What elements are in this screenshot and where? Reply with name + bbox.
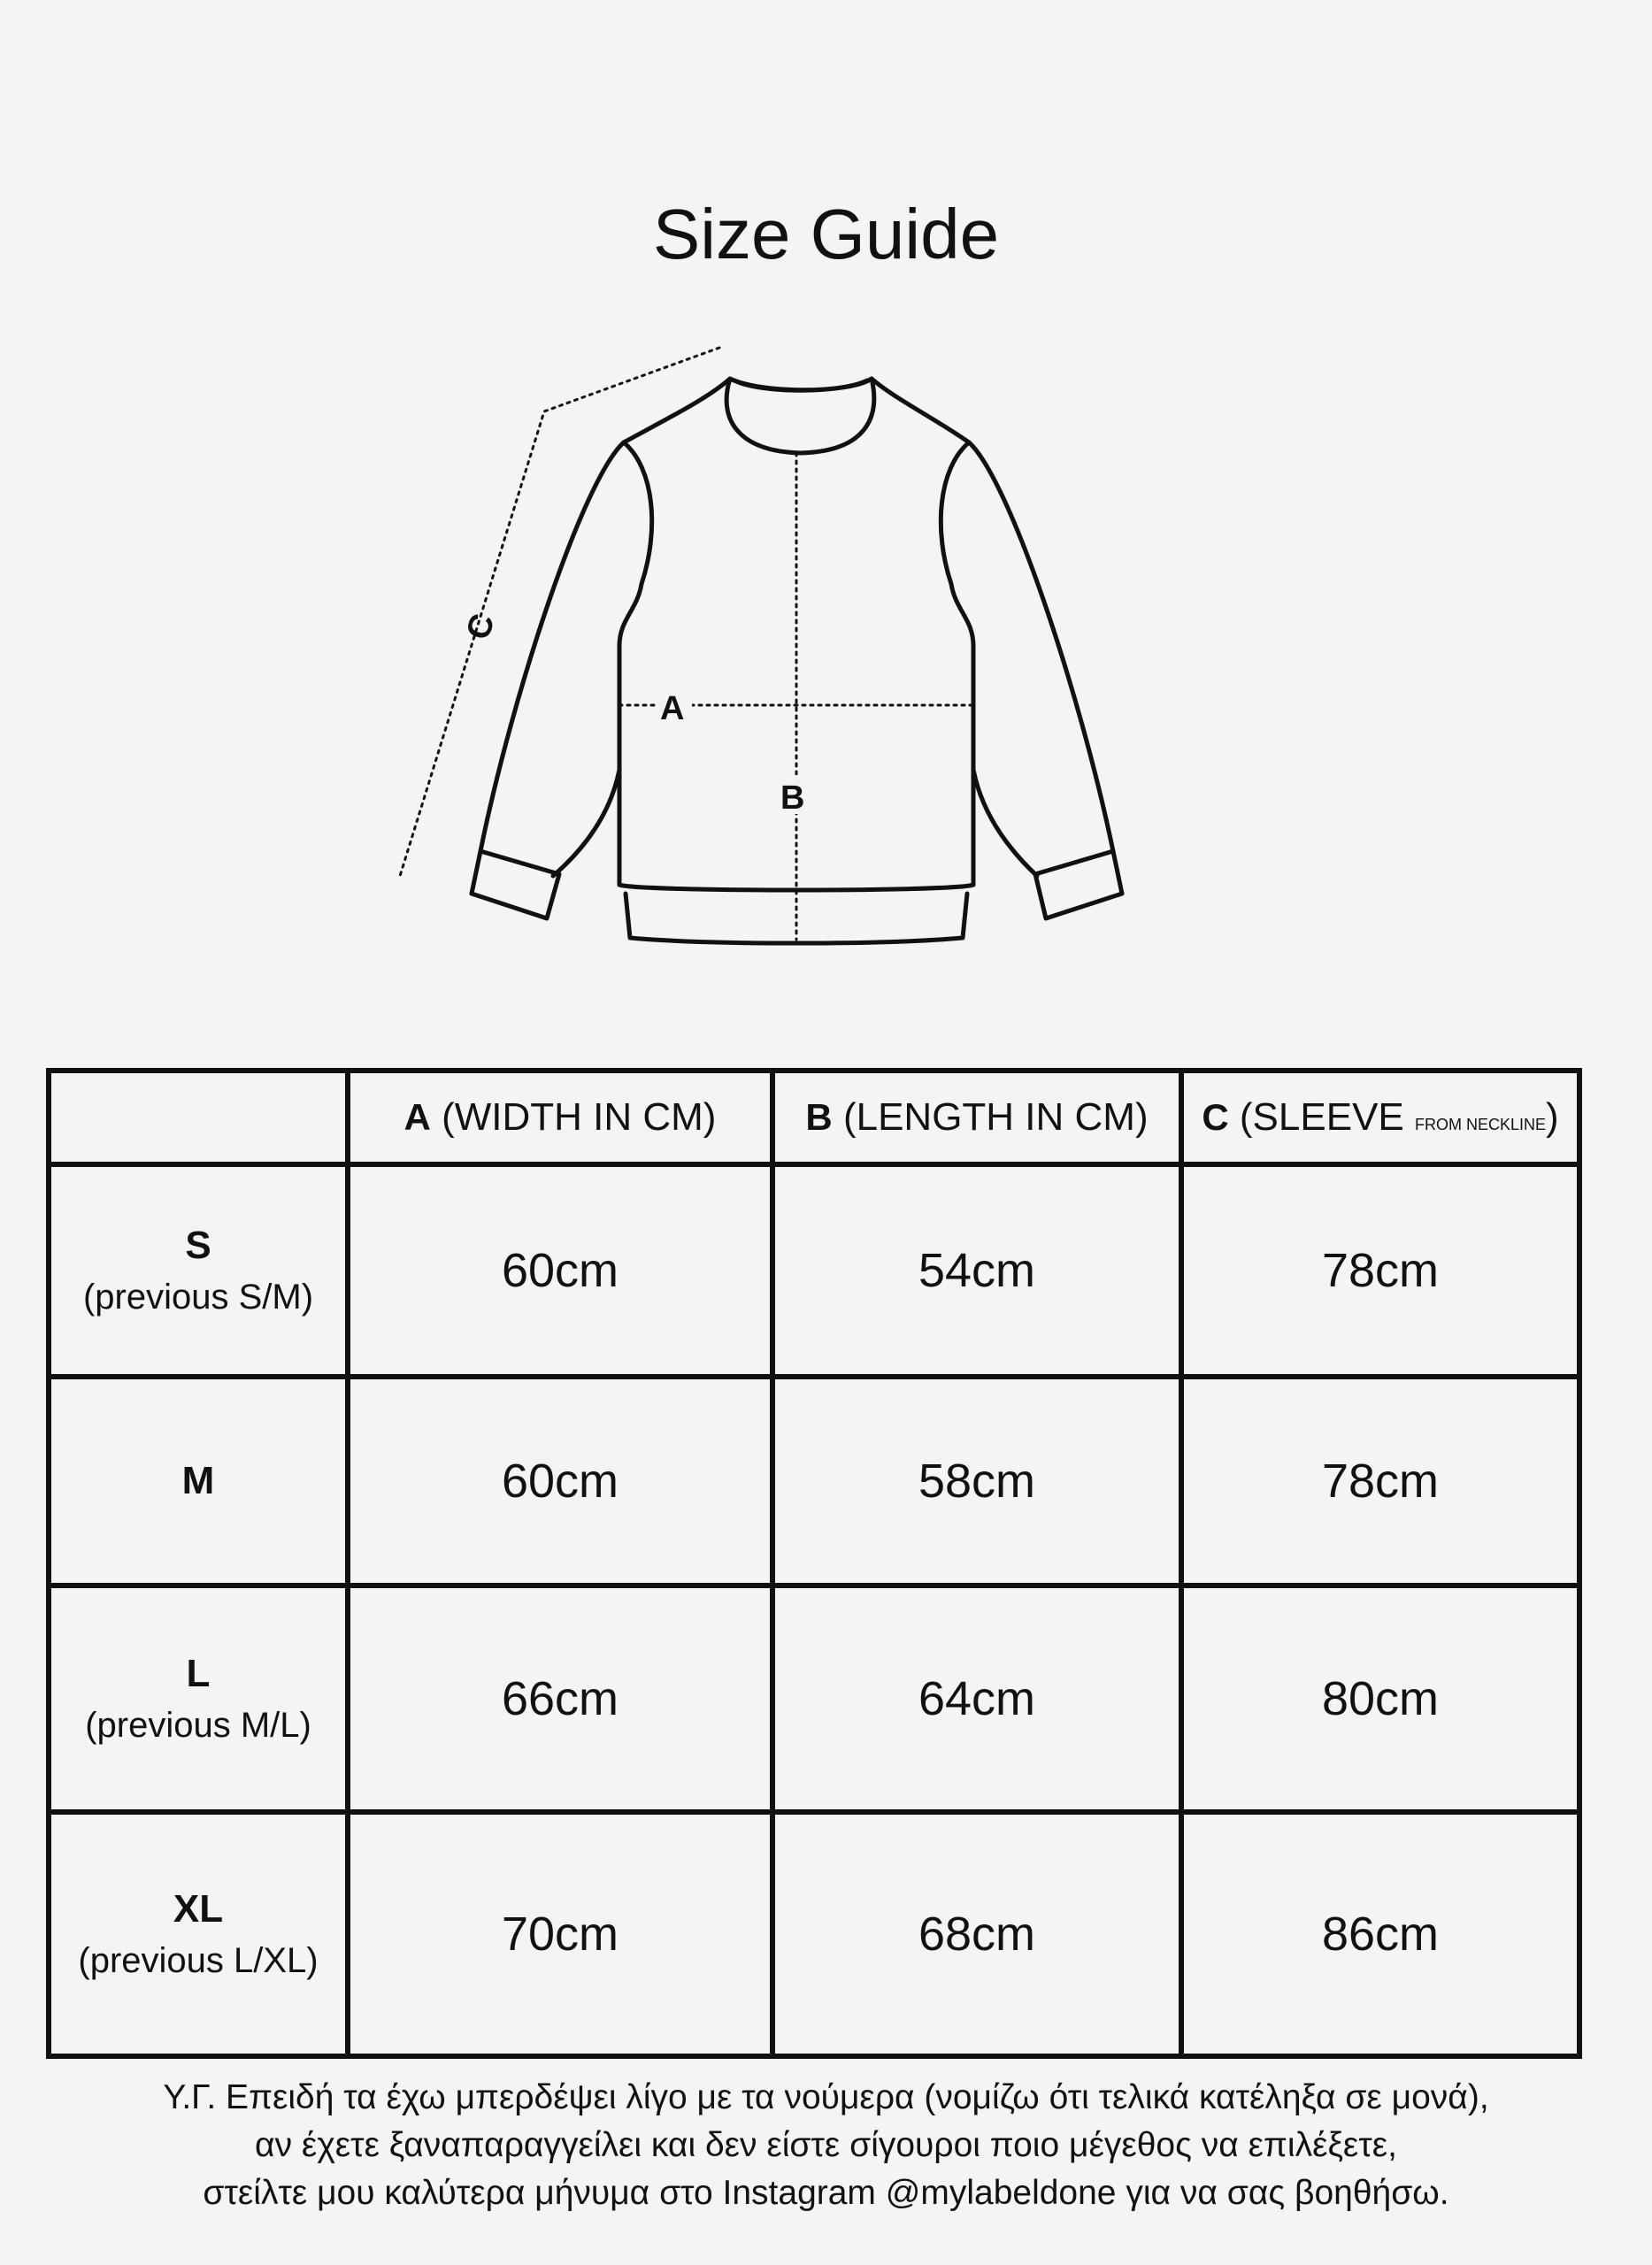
footnote-line: Υ.Γ. Επειδή τα έχω μπερδέψει λίγο με τα νούμερα (νομίζω ότι τελικά κατέληξα σε μονά), <box>163 2078 1489 2116</box>
sleeve-value: 78cm <box>1181 1164 1579 1377</box>
size-cell <box>49 1164 348 1377</box>
table-row <box>49 1586 1579 1812</box>
right-cuff <box>1035 851 1122 918</box>
sleeve-value: 86cm <box>1181 1812 1579 2056</box>
sweatshirt-diagram <box>372 327 1150 964</box>
header-text: (WIDTH IN CM) <box>430 1095 717 1139</box>
size-cell <box>49 1586 348 1812</box>
footnote <box>0 2074 1652 2217</box>
header-letter: B <box>805 1096 833 1138</box>
width-value: 70cm <box>348 1812 772 2056</box>
sleeve-value: 80cm <box>1181 1586 1579 1812</box>
length-value: 54cm <box>772 1164 1181 1377</box>
right-sleeve-inner <box>973 770 1037 876</box>
header-text: (LENGTH IN CM) <box>832 1095 1149 1139</box>
size-cell <box>49 1812 348 2056</box>
header-letter: A <box>403 1096 431 1138</box>
header-letter: C <box>1202 1096 1229 1138</box>
table-row <box>49 1164 1579 1377</box>
size-name: M <box>181 1459 215 1502</box>
length-value: 58cm <box>772 1377 1181 1586</box>
header-size <box>49 1071 348 1164</box>
sleeve-value: 78cm <box>1181 1377 1579 1586</box>
left-sleeve-inner <box>553 770 619 876</box>
size-name: XL <box>173 1887 224 1931</box>
header-length <box>772 1071 1181 1164</box>
table-row <box>49 1377 1579 1586</box>
left-cuff <box>472 851 559 918</box>
size-previous: (previous L/XL) <box>78 1941 319 1980</box>
size-table <box>46 1068 1582 2059</box>
footnote-line: στείλτε μου καλύτερα μήνυμα στο Instagram @mylabeldone για να σας βοηθήσω. <box>203 2174 1449 2212</box>
label-a: A <box>660 690 685 727</box>
table-header-row <box>49 1071 1579 1164</box>
table-row <box>49 1812 1579 2056</box>
length-value: 64cm <box>772 1586 1181 1812</box>
right-sleeve-outline <box>969 442 1113 851</box>
label-c: C <box>459 610 503 644</box>
size-name: L <box>186 1652 211 1695</box>
header-close: ) <box>1546 1095 1559 1139</box>
sleeve-measure-line <box>400 348 719 876</box>
size-cell <box>49 1377 348 1586</box>
label-b: B <box>780 779 805 817</box>
header-text: (SLEEVE <box>1228 1095 1415 1139</box>
header-small: FROM NECKLINE <box>1414 1116 1547 1133</box>
size-previous: (previous M/L) <box>85 1706 311 1745</box>
size-name: S <box>185 1224 211 1267</box>
width-value: 60cm <box>348 1377 772 1586</box>
size-previous: (previous S/M) <box>82 1278 314 1317</box>
sweatshirt-illustration <box>372 327 1150 964</box>
header-sleeve <box>1181 1071 1579 1164</box>
left-sleeve-outline <box>480 442 624 851</box>
length-value: 68cm <box>772 1812 1181 2056</box>
width-value: 60cm <box>348 1164 772 1377</box>
page-title: Size Guide <box>652 195 1000 273</box>
width-value: 66cm <box>348 1586 772 1812</box>
header-width <box>348 1071 772 1164</box>
footnote-line: αν έχετε ξαναπαραγγείλει και δεν είστε σίγουροι ποιο μέγεθος να επιλέξετε, <box>255 2126 1397 2164</box>
